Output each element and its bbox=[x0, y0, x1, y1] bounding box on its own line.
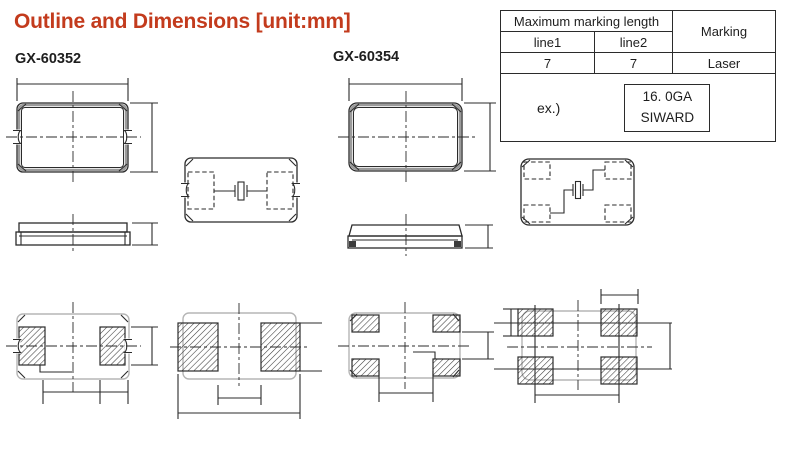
terminal-pad-hatched bbox=[352, 359, 379, 376]
land-pad-hatched bbox=[518, 309, 553, 336]
marking-example-line2: SIWARD bbox=[640, 109, 695, 125]
marking-table-marking-value: Laser bbox=[673, 53, 776, 74]
electrode-pad-dashed bbox=[267, 172, 293, 209]
crystal-symbol bbox=[214, 182, 267, 200]
electrode-pad-dashed bbox=[524, 205, 550, 222]
gx60352-top-view bbox=[6, 78, 158, 184]
crystal-symbol bbox=[550, 170, 605, 213]
terminal-pad-hatched bbox=[352, 315, 379, 332]
leader-line bbox=[40, 365, 72, 372]
terminal-pad bbox=[349, 241, 356, 247]
model-label-gx60352: GX-60352 bbox=[15, 51, 82, 67]
gx60352-side-view bbox=[16, 214, 158, 254]
marking-table-header-line1: line1 bbox=[501, 32, 595, 53]
land-pad-hatched bbox=[518, 357, 553, 384]
base-outline bbox=[348, 236, 462, 248]
electrode-pad-dashed bbox=[524, 162, 550, 179]
terminal-pad bbox=[454, 241, 461, 247]
terminal-pad-hatched bbox=[433, 359, 460, 376]
leader-line bbox=[413, 352, 435, 359]
package-inner-outline bbox=[22, 108, 124, 168]
gx60352-bottom-view-internal bbox=[181, 158, 301, 222]
gx60354-side-view bbox=[348, 214, 493, 256]
marking-table-header-marking: Marking bbox=[673, 11, 776, 53]
marking-table-header-max-length: Maximum marking length bbox=[501, 11, 673, 32]
electrode-pad-dashed bbox=[605, 162, 631, 179]
land-pad-hatched bbox=[601, 357, 637, 384]
electrode-pad-dashed bbox=[188, 172, 214, 209]
marking-table-header-line2: line2 bbox=[595, 32, 673, 53]
lid-outline bbox=[349, 225, 462, 236]
marking-table-line1-value: 7 bbox=[501, 53, 595, 74]
page-title: Outline and Dimensions [unit:mm] bbox=[14, 10, 351, 33]
gx60354-recommended-land-pattern bbox=[494, 289, 672, 403]
terminal-pad-hatched bbox=[433, 315, 460, 332]
gx60354-terminal-layout bbox=[338, 302, 494, 402]
land-pad-hatched bbox=[601, 309, 637, 336]
package-outline bbox=[185, 158, 297, 222]
marking-example-label: ex.) bbox=[537, 99, 561, 116]
electrode-pad-dashed bbox=[605, 205, 631, 222]
gx60354-bottom-view-internal bbox=[521, 159, 634, 225]
model-label-gx60354: GX-60354 bbox=[333, 49, 400, 65]
package-outline bbox=[521, 159, 634, 225]
marking-example-line1: 16. 0GA bbox=[642, 89, 693, 105]
gx60352-recommended-land-pattern bbox=[170, 303, 322, 419]
marking-table-line2-value: 7 bbox=[595, 53, 673, 74]
gx60354-top-view bbox=[338, 78, 496, 184]
gx60352-terminal-layout bbox=[6, 302, 158, 404]
